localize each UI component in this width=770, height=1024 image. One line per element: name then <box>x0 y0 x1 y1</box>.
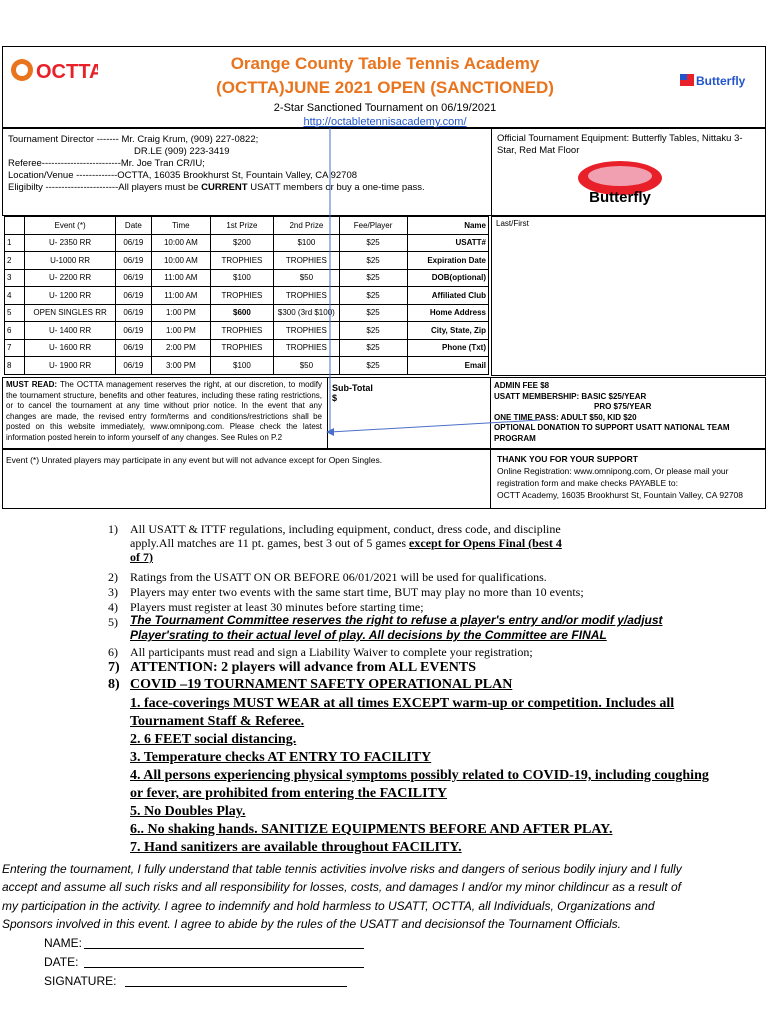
waiver-line-2: accept and assume all such risks and all responsibility for losses, costs, and damages I and/or my minor childincur as a result of <box>2 880 681 894</box>
title-line2: (OCTTA)JUNE 2021 OPEN (SANCTIONED) <box>216 78 554 97</box>
signature-label: SIGNATURE: <box>44 974 117 988</box>
table-cell: $600 <box>210 304 273 322</box>
rule-6-num: 6) <box>108 645 118 659</box>
table-cell: TROPHIES <box>210 287 273 305</box>
website-link[interactable]: http://octabletennisacademy.com/ <box>303 116 467 128</box>
table-cell: 11:00 AM <box>151 287 210 305</box>
butterfly-large-text: Butterfly <box>589 189 651 206</box>
table-cell: U- 1200 RR <box>25 287 115 305</box>
director-line2: DR.LE (909) 223-3419 <box>134 146 230 157</box>
table-cell: U- 1900 RR <box>25 357 115 375</box>
rule-3: Players may enter two events with the same start time, BUT may play no more than 10 events; <box>130 585 584 599</box>
table-cell: DOB(optional) <box>407 269 489 287</box>
table-cell: Affiliated Club <box>407 287 489 305</box>
table-cell: $25 <box>339 287 407 305</box>
rule-7: ATTENTION: 2 players will advance from ALL EVENTS <box>130 660 477 675</box>
table-cell: 6 <box>5 322 25 340</box>
table-cell: $25 <box>339 269 407 287</box>
table-cell: U- 1400 RR <box>25 322 115 340</box>
table-cell: Email <box>407 357 489 375</box>
name-field[interactable] <box>84 948 364 949</box>
table-cell: U- 2200 RR <box>25 269 115 287</box>
table-cell: TROPHIES <box>274 322 340 340</box>
rule-8-num: 8) <box>108 677 120 692</box>
lastfirst-label: Last/First <box>496 219 529 228</box>
table-cell: $25 <box>339 339 407 357</box>
table-cell: 11:00 AM <box>151 269 210 287</box>
table-cell: 8 <box>5 357 25 375</box>
table-cell: Phone (Txt) <box>407 339 489 357</box>
table-cell: $25 <box>339 252 407 270</box>
covid-3: 3. Temperature checks AT ENTRY TO FACILITY <box>130 750 432 765</box>
event-note: Event (*) Unrated players may participate in any event but will not advance except for Open Singles. <box>6 455 383 465</box>
table-cell: U- 1600 RR <box>25 339 115 357</box>
th-prize1: 1st Prize <box>210 217 273 235</box>
table-cell: TROPHIES <box>210 252 273 270</box>
equipment-text: Official Tournament Equipment: Butterfly Tables, Nittaku 3-Star, Red Mat Floor <box>497 133 743 156</box>
rule-4: Players must register at least 30 minutes before starting time; <box>130 600 424 614</box>
waiver-line-1: Entering the tournament, I fully understand that table tennis activities involve risks and dangers of serious bodily injury and I fully <box>2 862 682 876</box>
table-cell: TROPHIES <box>274 252 340 270</box>
covid-2: 2. 6 FEET social distancing. <box>130 732 297 747</box>
table-cell: TROPHIES <box>210 339 273 357</box>
table-cell: City, State, Zip <box>407 322 489 340</box>
table-cell: 2:00 PM <box>151 339 210 357</box>
rule-5-num: 5) <box>108 615 118 629</box>
rule-1-num: 1) <box>108 522 118 536</box>
table-cell: 06/19 <box>115 269 151 287</box>
th-event: Event (*) <box>25 217 115 235</box>
referee-line: Referee-------------------------Mr. Joe Tran CR/IU; <box>8 158 205 169</box>
table-cell: 2 <box>5 252 25 270</box>
table-cell: Expiration Date <box>407 252 489 270</box>
butterfly-small-text: Butterfly <box>696 74 746 88</box>
subtotal-label: Sub-Total $ <box>332 383 373 403</box>
rule-5: The Tournament Committee reserves the right to refuse a player's entry and/or modif y/adjust Player'srating to their actual level of play. All decisions by the Committee are FINAL <box>130 613 663 642</box>
table-cell: $200 <box>210 234 273 252</box>
table-cell: 06/19 <box>115 357 151 375</box>
table-cell: 5 <box>5 304 25 322</box>
table-cell: 06/19 <box>115 234 151 252</box>
waiver-line-4: Sponsors involved in this event. I agree to abide by the rules of the USATT and decisionsof the Tournament Officials. <box>2 917 622 931</box>
title-line1: Orange County Table Tennis Academy <box>230 54 540 73</box>
octta-logo-text: OCTTA <box>36 61 98 83</box>
table-cell: 3:00 PM <box>151 357 210 375</box>
table-cell: $100 <box>210 357 273 375</box>
rule-4-num: 4) <box>108 600 118 614</box>
th-time: Time <box>151 217 210 235</box>
table-cell: TROPHIES <box>274 287 340 305</box>
table-cell: $25 <box>339 304 407 322</box>
table-cell: 1:00 PM <box>151 322 210 340</box>
th-date: Date <box>115 217 151 235</box>
table-cell: $300 (3rd $100) <box>274 304 340 322</box>
table-cell: 3 <box>5 269 25 287</box>
table-cell: U- 2350 RR <box>25 234 115 252</box>
table-cell: 06/19 <box>115 304 151 322</box>
date-label: DATE: <box>44 955 79 969</box>
venue-line: Location/Venue -------------OCTTA, 16035 Brookhurst St, Fountain Valley, CA 92708 <box>8 170 358 181</box>
table-cell: $50 <box>274 357 340 375</box>
table-cell: U-1000 RR <box>25 252 115 270</box>
table-cell: $25 <box>339 357 407 375</box>
table-cell: TROPHIES <box>210 322 273 340</box>
table-cell: 1 <box>5 234 25 252</box>
table-cell: TROPHIES <box>274 339 340 357</box>
table-cell: 10:00 AM <box>151 252 210 270</box>
signature-field[interactable] <box>125 986 347 987</box>
name-label: NAME: <box>44 936 83 950</box>
rule-7-num: 7) <box>108 660 120 675</box>
rule-6: All participants must read and sign a Liability Waiver to complete your registration; <box>130 645 533 659</box>
mustread-text: MUST READ: The OCTTA management reserves the right, at our discretion, to modify the tournament structure, benefits and other features, including these rating restrictions, or to cancel the tournament at any time without prior notice. In the event that any changes are made, the revised entry form/terms and conditions/restrictions shall be posted on this website immediately, www.omnipong.com. Please check the latest information posted herein to inform yourself of any changes. See Rules on P.2 <box>6 380 323 442</box>
covid-4b: or fever, are prohibited from entering the FACILITY <box>130 786 448 801</box>
table-cell: Home Address <box>407 304 489 322</box>
table-cell: $100 <box>274 234 340 252</box>
table-cell: 06/19 <box>115 287 151 305</box>
th-fee: Fee/Player <box>339 217 407 235</box>
rule-1: All USATT & ITTF regulations, including equipment, conduct, dress code, and discipline apply.All matches are 11 pt. games, best 3 out of 5 games except for Opens Final (best 4 of 7) <box>130 522 562 564</box>
covid-1a: 1. face-coverings MUST WEAR at all times EXCEPT warm-up or competition. Includes all <box>130 696 675 711</box>
th-prize2: 2nd Prize <box>274 217 340 235</box>
table-cell: $50 <box>274 269 340 287</box>
table-cell: 1:00 PM <box>151 304 210 322</box>
waiver-line-3: my participation in the activity. I agree to indemnify and hold harmless to USATT, OCTTA, all Individuals, Organizations and <box>2 899 655 913</box>
covid-4a: 4. All persons experiencing physical symptoms possibly related to COVID-19, including coughing <box>130 768 709 783</box>
table-cell: 06/19 <box>115 252 151 270</box>
table-cell: USATT# <box>407 234 489 252</box>
eligibility-line: Eligibilty -----------------------All players must be CURRENT USATT members or buy a one-time pass. <box>8 182 425 193</box>
table-cell: 4 <box>5 287 25 305</box>
covid-1b: Tournament Staff & Referee. <box>130 714 305 729</box>
covid-6: 6.. No shaking hands. SANITIZE EQUIPMENTS BEFORE AND AFTER PLAY. <box>130 822 613 837</box>
th-name: Name <box>407 217 489 235</box>
rule-8: COVID –19 TOURNAMENT SAFETY OPERATIONAL PLAN <box>130 677 513 692</box>
table-cell: $100 <box>210 269 273 287</box>
rule-2: Ratings from the USATT ON OR BEFORE 06/01/2021 will be used for qualifications. <box>130 570 547 584</box>
table-cell: $25 <box>339 234 407 252</box>
table-cell: 7 <box>5 339 25 357</box>
fees-text: ADMIN FEE $8 USATT MEMBERSHIP: BASIC $25/YEAR PRO $75/YEAR ONE TIME PASS: ADULT $50, KID $20 OPTIONAL DONATION TO SUPPORT USATT NATIONAL TEAM PROGRAM <box>494 381 730 443</box>
director-line: Tournament Director ------- Mr. Craig Krum, (909) 227-0822; <box>8 134 259 145</box>
covid-7: 7. Hand sanitizers are available throughout FACILITY. <box>130 840 462 855</box>
annotation-arrows <box>0 0 770 460</box>
thanks-text: THANK YOU FOR YOUR SUPPORT Online Registration: www.omnipong.com, Or please mail your registration form and make checks PAYABLE to: OCTT Academy, 16035 Brookhurst St, Fountain Valley, CA 92708 <box>497 454 744 500</box>
table-cell: 06/19 <box>115 322 151 340</box>
subtitle: 2-Star Sanctioned Tournament on 06/19/2021 <box>273 102 497 114</box>
covid-5: 5. No Doubles Play. <box>130 804 246 819</box>
table-cell: 06/19 <box>115 339 151 357</box>
table-cell: $25 <box>339 322 407 340</box>
table-cell: OPEN SINGLES RR <box>25 304 115 322</box>
rule-2-num: 2) <box>108 570 118 584</box>
rule-3-num: 3) <box>108 585 118 599</box>
date-field[interactable] <box>84 967 364 968</box>
table-cell: 10:00 AM <box>151 234 210 252</box>
